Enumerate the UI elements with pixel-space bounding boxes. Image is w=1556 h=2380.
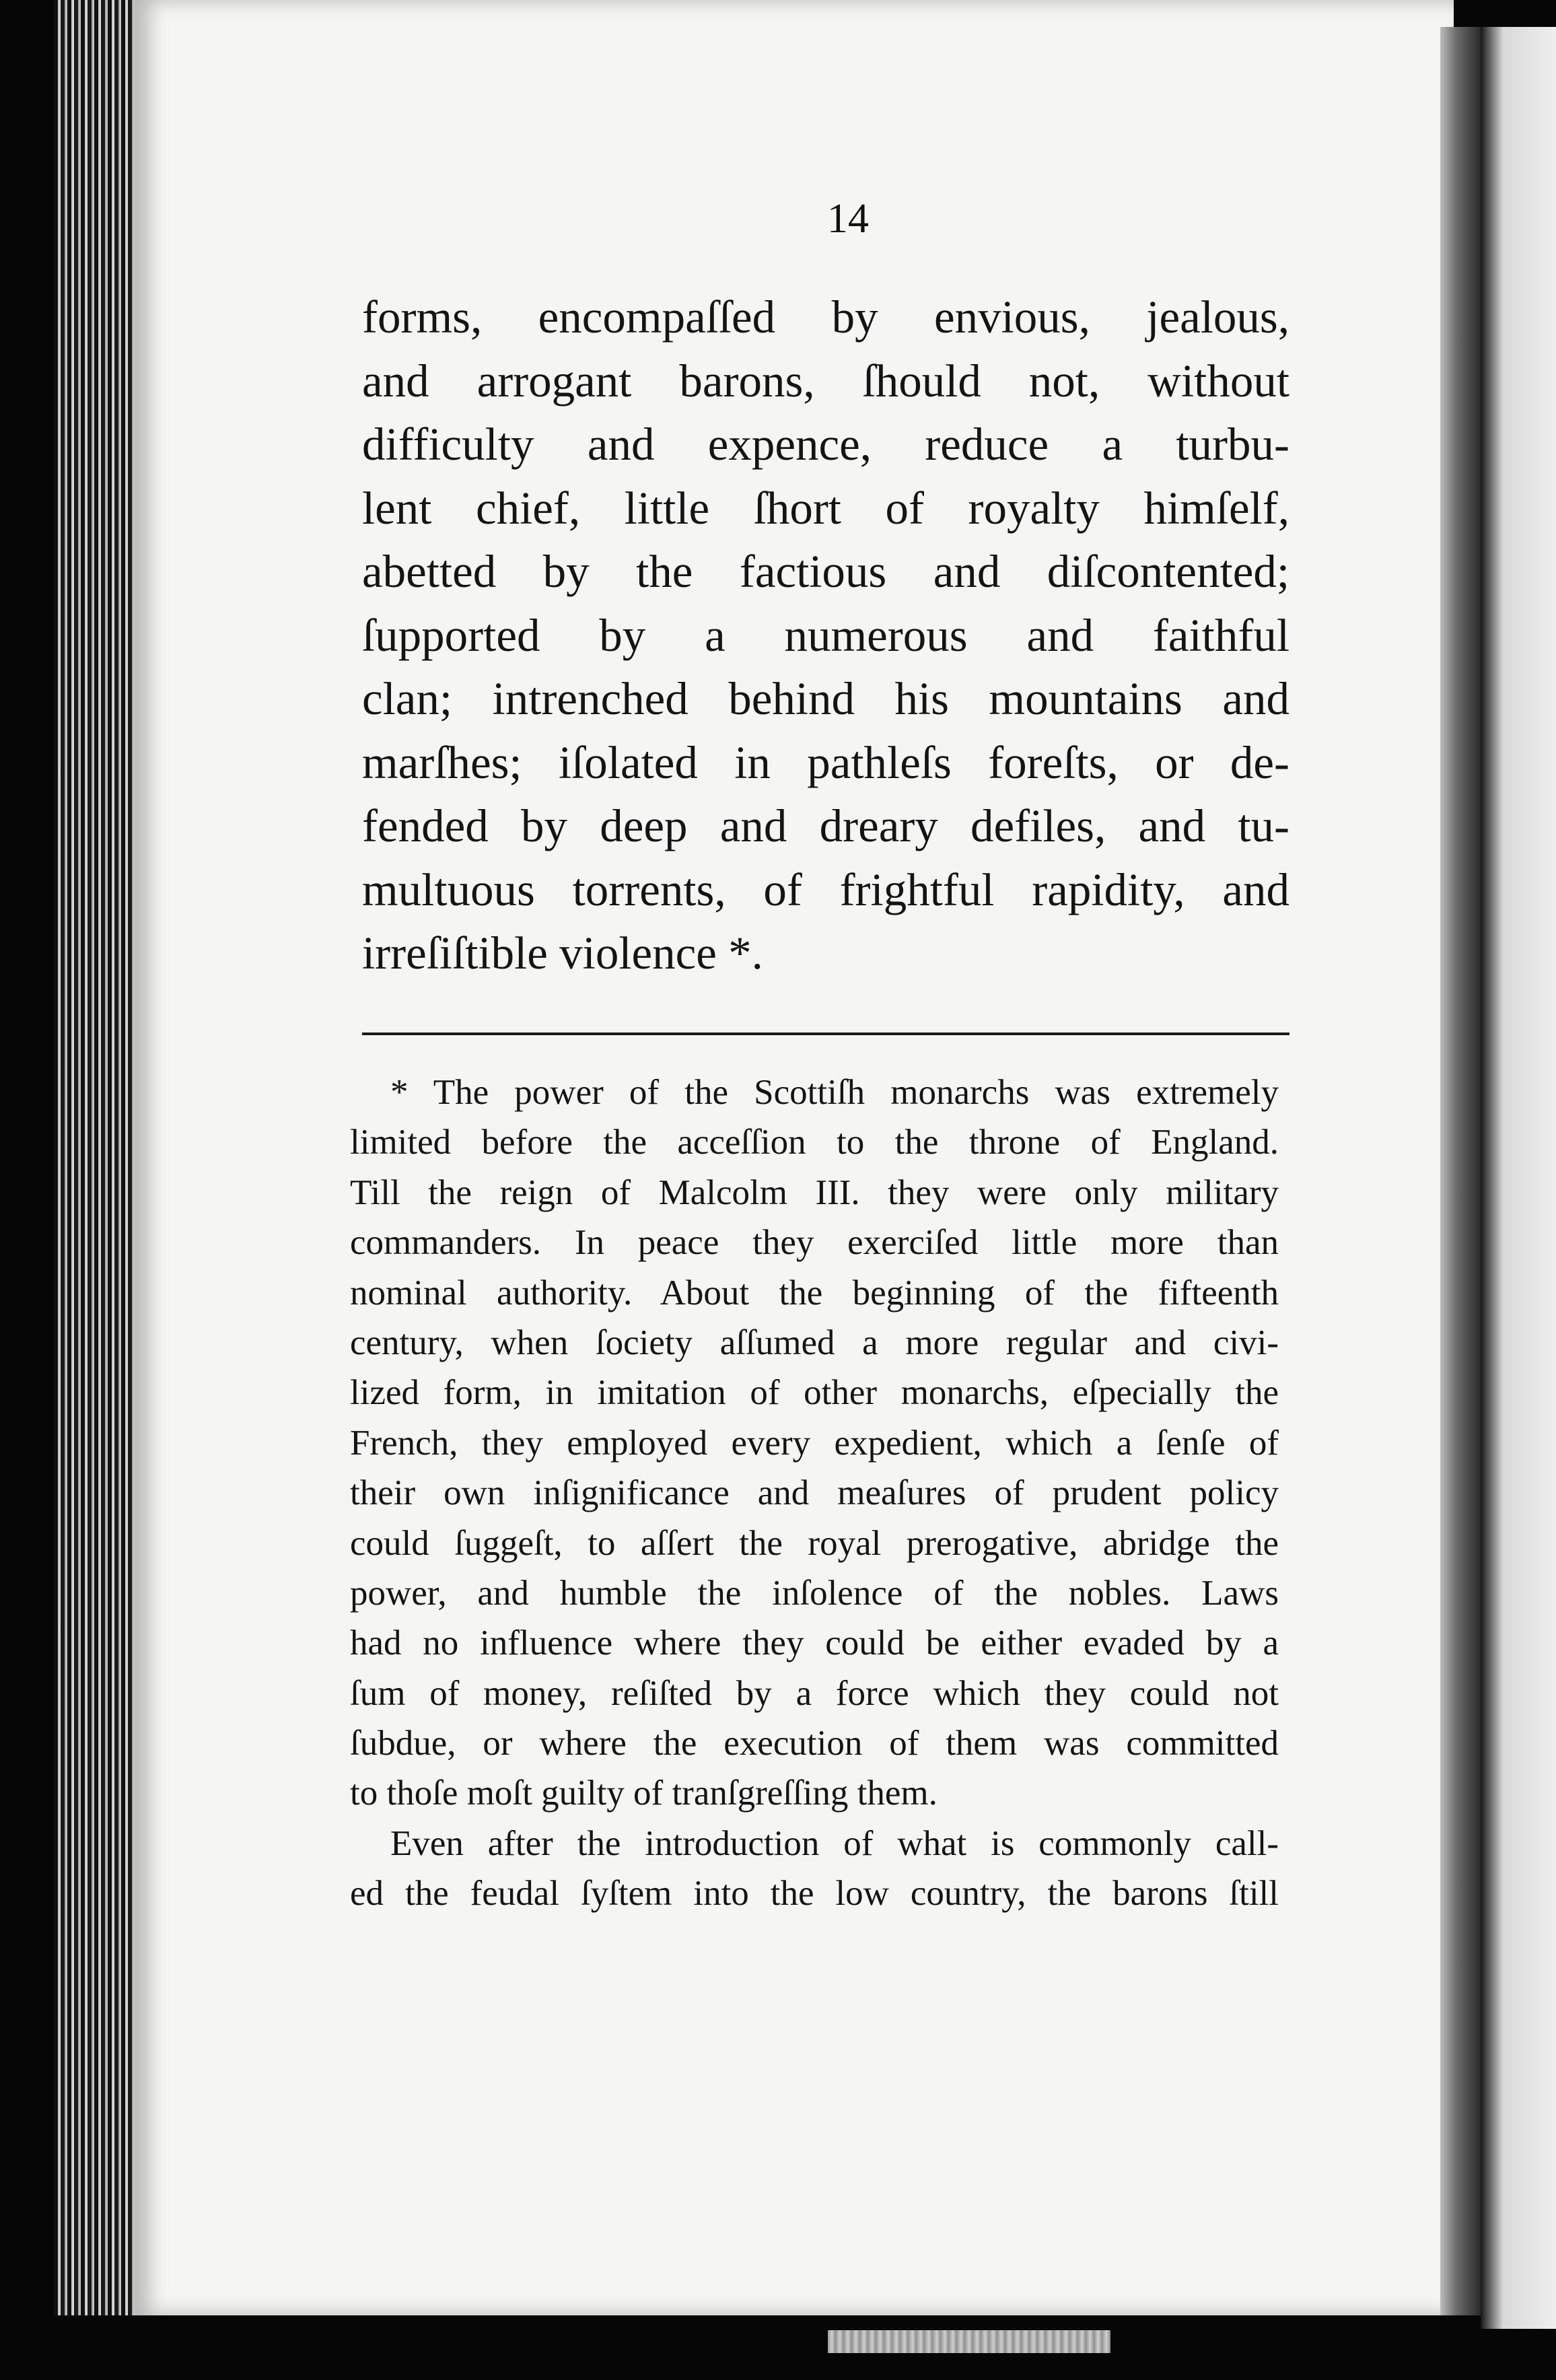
footnote-line: century, when ſociety aſſumed a more regular and civi- xyxy=(350,1323,1279,1362)
footnote-line: French, they employed every expedient, which a ſenſe of xyxy=(350,1423,1279,1463)
footnote-line: lized form, in imitation of other monarchs, eſpecially the xyxy=(350,1373,1279,1413)
main-text-line: clan; intrenched behind his mountains and xyxy=(362,673,1289,724)
footnote-line: their own inſignificance and meaſures of prudent policy xyxy=(350,1473,1279,1513)
main-text-line: and arrogant barons, ſhould not, without xyxy=(362,355,1289,407)
footnote-line: had no influence where they could be either evaded by a xyxy=(350,1623,1279,1663)
main-text-line: abetted by the factious and diſcontented; xyxy=(362,546,1289,597)
main-text-line: ſupported by a numerous and faithful xyxy=(362,609,1289,661)
page-number: 14 xyxy=(827,196,869,242)
footnote-line: power, and humble the inſolence of the nobles. Laws xyxy=(350,1573,1279,1613)
footnote-line: Even after the introduction of what is commonly call- xyxy=(390,1823,1279,1863)
binding-shadow xyxy=(1440,27,1481,2315)
main-text-line: difficulty and expence, reduce a turbu- xyxy=(362,419,1289,470)
footnote-line: ſubdue, or where the execution of them was committed xyxy=(350,1724,1279,1763)
facing-page-edge xyxy=(1481,27,1556,2329)
footnote-line: commanders. In peace they exerciſed little more than xyxy=(350,1223,1279,1263)
main-text-line: fended by deep and dreary defiles, and tu- xyxy=(362,800,1289,851)
footnote-line: could ſuggeſt, to aſſert the royal prerogative, abridge the xyxy=(350,1523,1279,1563)
main-text-line: multuous torrents, of frightful rapidity, and xyxy=(362,864,1289,915)
main-text-line: forms, encompaſſed by envious, jealous, xyxy=(362,291,1289,343)
footnote-line: * The power of the Scottiſh monarchs was extremely xyxy=(390,1073,1279,1112)
footnote-block xyxy=(350,1068,1279,1919)
footnote-line: Till the reign of Malcolm III. they were only military xyxy=(350,1172,1279,1212)
main-text-block xyxy=(362,285,1289,985)
footnote-line: ſum of money, reſiſted by a force which they could not xyxy=(350,1673,1279,1713)
main-text-line: lent chief, little ſhort of royalty himſelf, xyxy=(362,482,1289,534)
footnote-line: ed the feudal ſyſtem into the low country, the barons ſtill xyxy=(350,1874,1279,1914)
footnote-line: limited before the acceſſion to the throne of England. xyxy=(350,1123,1279,1162)
scan-artifact-strip xyxy=(828,2330,1110,2353)
footnote-line: to thoſe moſt guilty of tranſgreſſing them. xyxy=(350,1774,938,1813)
footnote-divider xyxy=(362,1032,1289,1035)
footnote-line: nominal authority. About the beginning of the fifteenth xyxy=(350,1273,1279,1312)
main-text-line: irreſiſtible violence *. xyxy=(362,928,763,979)
main-text-line: marſhes; iſolated in pathleſs foreſts, or de- xyxy=(362,736,1289,788)
